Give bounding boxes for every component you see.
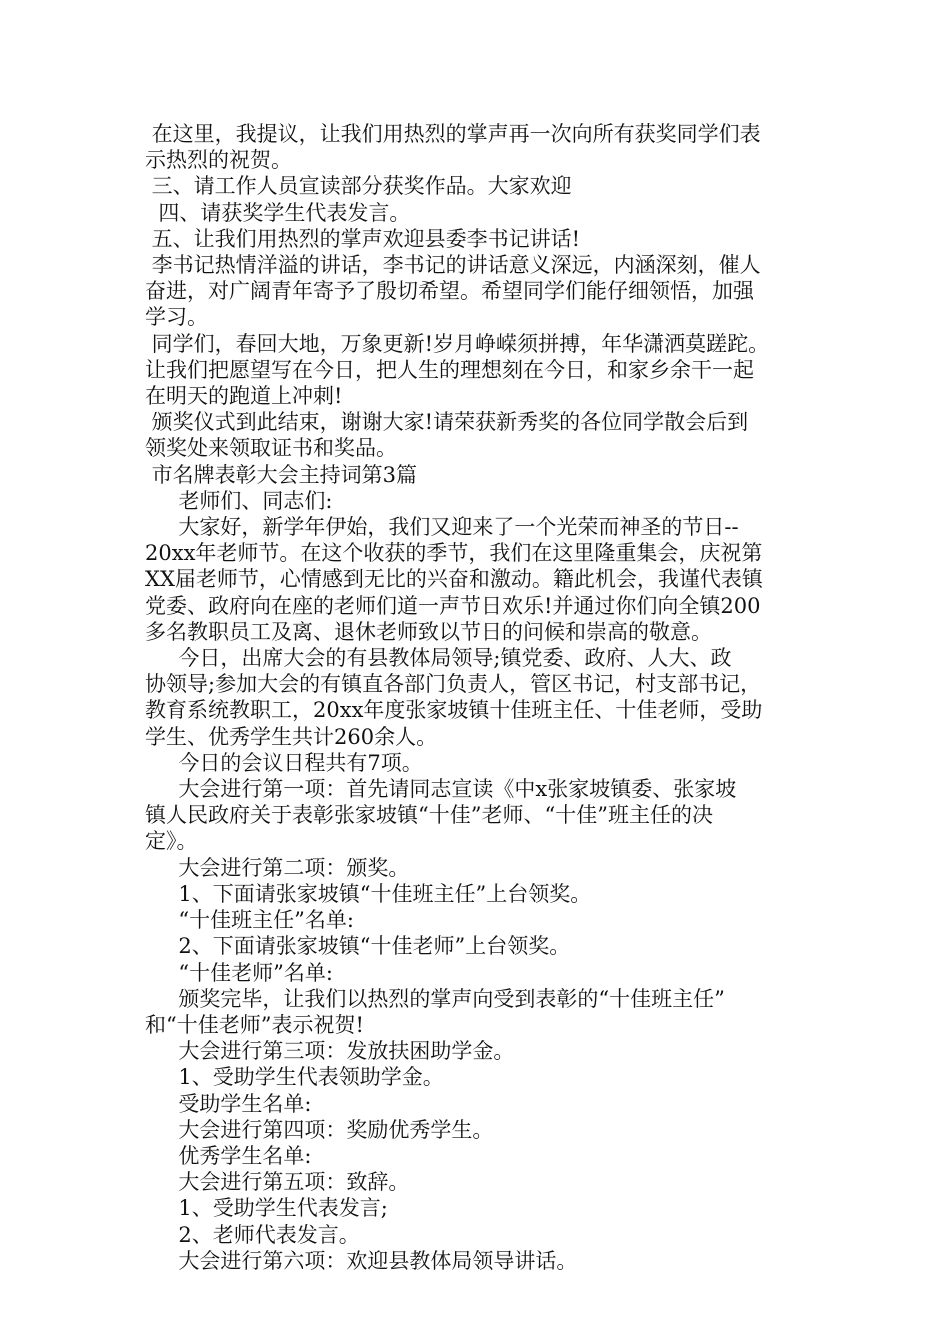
text-line: 颁奖仪式到此结束，谢谢大家!请荣获新秀奖的各位同学散会后到 [145,410,749,435]
text-line: 受助学生名单: [145,1091,312,1116]
text-line: 1、受助学生代表发言; [145,1196,388,1221]
text-line: 让我们把愿望写在今日，把人生的理想刻在今日，和家乡余干一起 [145,357,754,382]
section-heading: 市名牌表彰大会主持词第3篇 [145,462,418,487]
text-line: 李书记热情洋溢的讲话，李书记的讲话意义深远，内涵深刻，催人 [145,253,761,278]
text-line: 五、让我们用热烈的掌声欢迎县委李书记讲话! [145,226,581,251]
text-line: 同学们，春回大地，万象更新!岁月峥嵘须拼搏，年华潇洒莫蹉跎。 [145,331,770,356]
text-line: 领奖处来领取证书和奖品。 [145,436,397,461]
text-line: “十佳老师”名单: [145,960,333,985]
text-line: 1、受助学生代表领助学金。 [145,1065,444,1090]
text-line: 老师们、同志们: [145,488,333,513]
text-line: 大会进行第四项：奖励优秀学生。 [145,1117,494,1142]
text-line: 教育系统教职工，20xx年度张家坡镇十佳班主任、十佳老师，受助 [145,698,763,723]
text-line: 大会进行第一项：首先请同志宣读《中x张家坡镇委、张家坡 [145,777,737,802]
text-line: 学习。 [145,305,208,330]
text-line: 大会进行第三项：发放扶困助学金。 [145,1039,515,1064]
text-line: 奋进，对广阔青年寄予了殷切希望。希望同学们能仔细领悟，加强 [145,279,754,304]
text-line: 今日，出席大会的有县教体局领导;镇党委、政府、人大、政 [145,646,732,671]
text-line: 1、下面请张家坡镇“十佳班主任”上台领奖。 [145,881,592,906]
text-line: 今日的会议日程共有7项。 [145,750,423,775]
text-line: 镇人民政府关于表彰张家坡镇“十佳”老师、“十佳”班主任的决 [145,803,713,828]
text-line: 和“十佳老师”表示祝贺! [145,1012,364,1037]
text-line: 示热烈的祝贺。 [145,148,292,173]
text-line: 协领导;参加大会的有镇直各部门负责人，管区书记，村支部书记， [145,672,762,697]
text-line: 20xx年老师节。在这个收获的季节，我们在这里隆重集会，庆祝第 [145,541,763,566]
text-line: 在明天的跑道上冲刺! [145,384,343,409]
text-line: 大家好，新学年伊始，我们又迎来了一个光荣而神圣的节日-- [145,515,739,540]
text-line: XX届老师节，心情感到无比的兴奋和激动。籍此机会，我谨代表镇 [145,567,763,592]
text-line: 大会进行第六项：欢迎县教体局领导讲话。 [145,1248,578,1273]
text-line: 2、下面请张家坡镇“十佳老师”上台领奖。 [145,934,571,959]
document-body [145,121,825,1274]
text-line: 大会进行第五项：致辞。 [145,1170,410,1195]
text-line: 四、请获奖学生代表发言。 [145,200,411,225]
text-line: 学生、优秀学生共计260余人。 [145,724,438,749]
text-line: “十佳班主任”名单: [145,908,354,933]
text-line: 定》。 [145,829,198,854]
text-line: 2、老师代表发言。 [145,1222,360,1247]
text-line: 多名教职员工及离、退休老师致以节日的问候和崇高的敬意。 [145,619,712,644]
text-line: 颁奖完毕，让我们以热烈的掌声向受到表彰的“十佳班主任” [145,986,725,1011]
text-line: 大会进行第二项：颁奖。 [145,855,410,880]
text-line: 党委、政府向在座的老师们道一声节日欢乐!并通过你们向全镇200 [145,593,761,618]
text-line: 在这里，我提议，让我们用热烈的掌声再一次向所有获奖同学们表 [145,122,761,146]
text-line: 三、请工作人员宣读部分获奖作品。大家欢迎 [145,174,572,199]
text-line: 优秀学生名单: [145,1143,312,1168]
